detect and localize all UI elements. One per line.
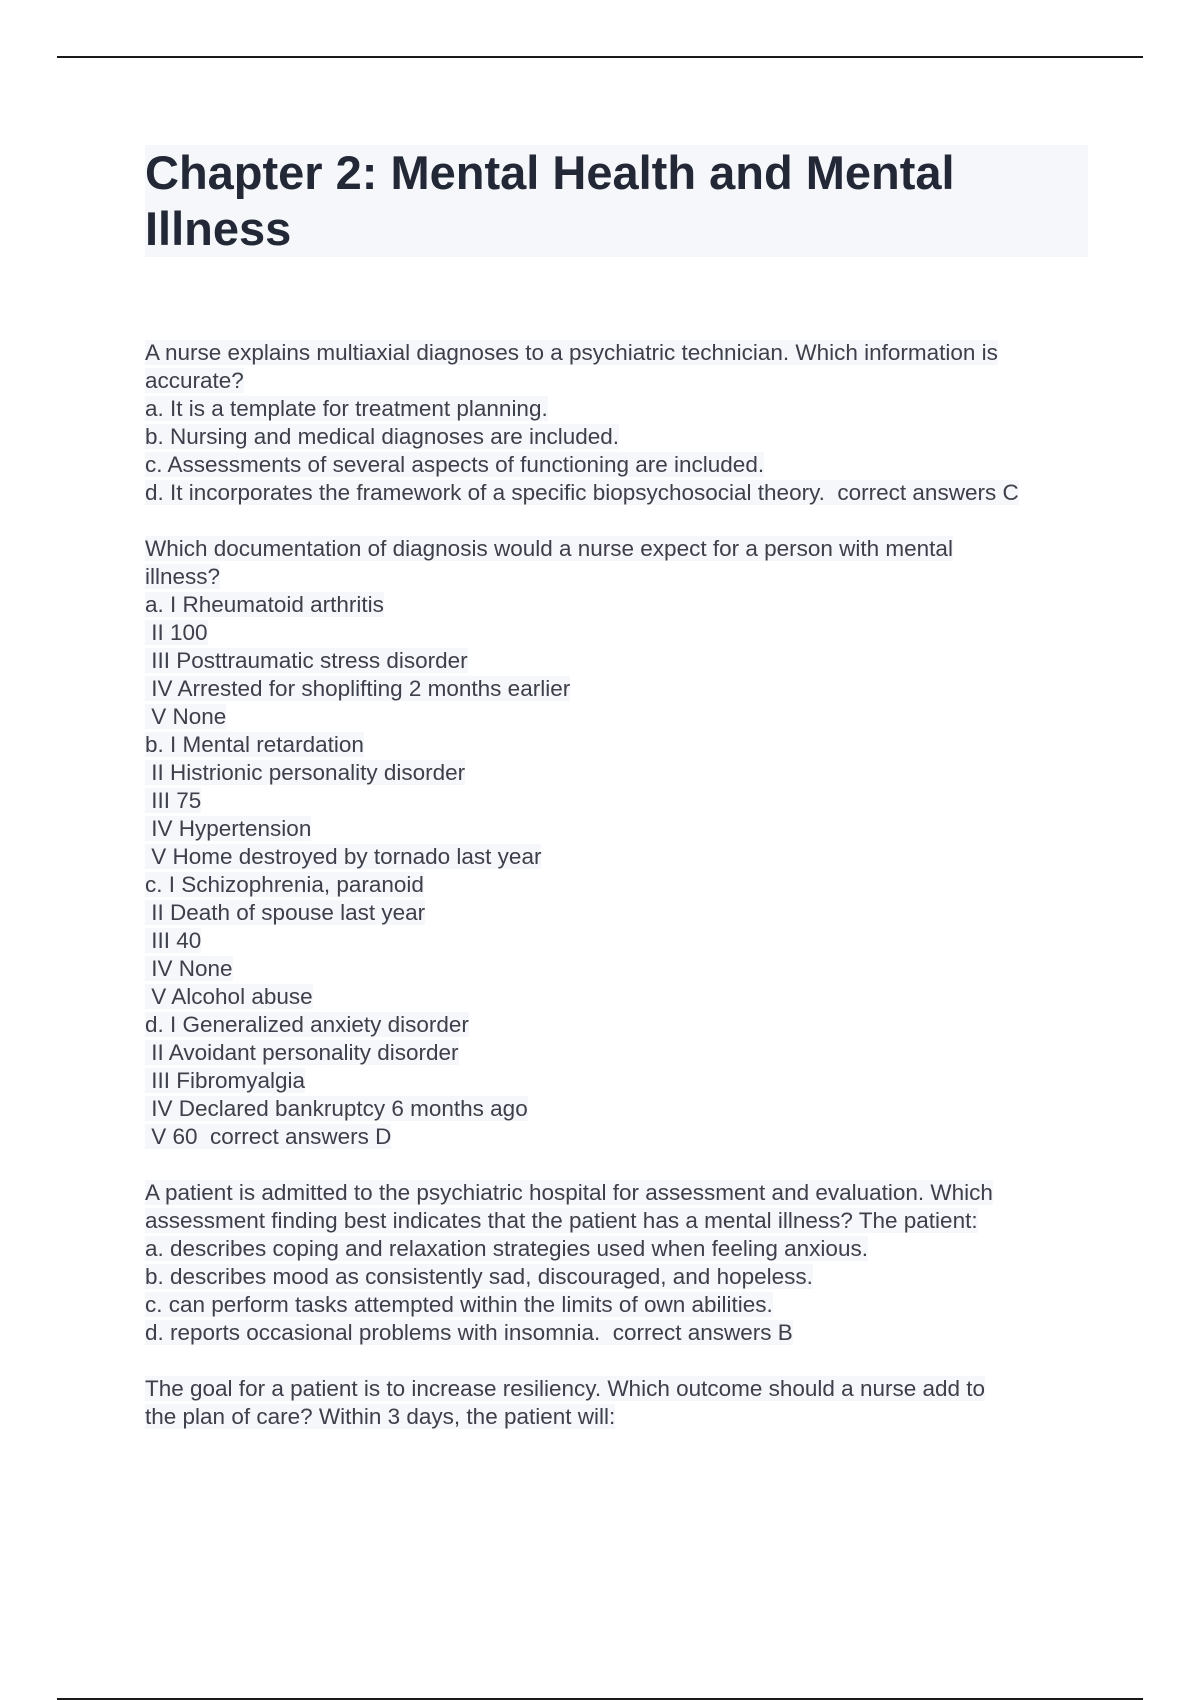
text-line: c. Assessments of several aspects of functioning are included. [145, 452, 765, 477]
text-line: b. I Mental retardation [145, 732, 364, 757]
text-line: a. It is a template for treatment planning. [145, 396, 548, 421]
answer-option [145, 1263, 1105, 1291]
answer-option [145, 619, 1105, 647]
text-line: accurate? [145, 368, 244, 393]
answer-option [145, 675, 1105, 703]
answer-option [145, 451, 1105, 479]
question-stem-line [145, 1207, 1105, 1235]
text-line: a. describes coping and relaxation strategies used when feeling anxious. [145, 1236, 868, 1261]
question-stem-line [145, 367, 1105, 395]
text-line: II 100 [145, 620, 208, 645]
answer-option [145, 871, 1105, 899]
text-line: assessment finding best indicates that the patient has a mental illness? The patient: [145, 1208, 978, 1233]
answer-option [145, 759, 1105, 787]
answer-option [145, 703, 1105, 731]
answer-option [145, 647, 1105, 675]
answer-option [145, 479, 1105, 507]
text-line: A patient is admitted to the psychiatric hospital for assessment and evaluation. Which [145, 1180, 993, 1205]
text-line: V 60 correct answers D [145, 1124, 392, 1149]
text-line: d. reports occasional problems with insomnia. correct answers B [145, 1320, 793, 1345]
answer-option [145, 1011, 1105, 1039]
top-rule [57, 56, 1143, 58]
text-line: V Alcohol abuse [145, 984, 313, 1009]
question-stem-line [145, 1403, 1105, 1431]
question-block [145, 339, 1105, 507]
answer-option [145, 843, 1105, 871]
answer-option [145, 1039, 1105, 1067]
text-line: III 40 [145, 928, 202, 953]
text-line: b. Nursing and medical diagnoses are included. [145, 424, 620, 449]
answer-option [145, 983, 1105, 1011]
text-line: IV Hypertension [145, 816, 312, 841]
text-line: II Histrionic personality disorder [145, 760, 466, 785]
answer-option [145, 787, 1105, 815]
answer-option [145, 927, 1105, 955]
answer-option [145, 955, 1105, 983]
answer-option [145, 731, 1105, 759]
text-line: b. describes mood as consistently sad, discouraged, and hopeless. [145, 1264, 813, 1289]
text-line: IV Arrested for shoplifting 2 months earlier [145, 676, 571, 701]
text-line: III Posttraumatic stress disorder [145, 648, 468, 673]
question-stem-line [145, 535, 1105, 563]
text-line: IV Declared bankruptcy 6 months ago [145, 1096, 528, 1121]
text-line: d. It incorporates the framework of a specific biopsychosocial theory. correct answers C [145, 480, 1019, 505]
answer-option [145, 1123, 1105, 1151]
text-line: IV None [145, 956, 233, 981]
question-stem-line [145, 339, 1105, 367]
answer-option [145, 1235, 1105, 1263]
answer-option [145, 899, 1105, 927]
answer-option [145, 815, 1105, 843]
text-line: The goal for a patient is to increase resiliency. Which outcome should a nurse add to [145, 1376, 986, 1401]
page-title: Chapter 2: Mental Health and Mental Illness [145, 146, 955, 255]
text-line: Which documentation of diagnosis would a nurse expect for a person with mental [145, 536, 953, 561]
text-line: c. I Schizophrenia, paranoid [145, 872, 424, 897]
answer-option [145, 395, 1105, 423]
text-line: d. I Generalized anxiety disorder [145, 1012, 469, 1037]
answer-option [145, 1319, 1105, 1347]
text-line: illness? [145, 564, 221, 589]
question-block [145, 1179, 1105, 1347]
text-line: the plan of care? Within 3 days, the patient will: [145, 1404, 616, 1429]
answer-option [145, 1095, 1105, 1123]
question-stem-line [145, 563, 1105, 591]
answer-option [145, 1291, 1105, 1319]
question-stem-line [145, 1179, 1105, 1207]
question-block [145, 535, 1105, 1151]
text-line: c. can perform tasks attempted within the limits of own abilities. [145, 1292, 773, 1317]
question-block [145, 1375, 1105, 1431]
answer-option [145, 591, 1105, 619]
text-line: III Fibromyalgia [145, 1068, 306, 1093]
answer-option [145, 1067, 1105, 1095]
title-block [145, 145, 1088, 257]
text-line: II Avoidant personality disorder [145, 1040, 459, 1065]
text-line: V None [145, 704, 227, 729]
text-line: III 75 [145, 788, 202, 813]
answer-option [145, 423, 1105, 451]
text-line: II Death of spouse last year [145, 900, 426, 925]
document-body [145, 339, 1105, 1459]
text-line: V Home destroyed by tornado last year [145, 844, 542, 869]
text-line: A nurse explains multiaxial diagnoses to a psychiatric technician. Which information is [145, 340, 998, 365]
text-line: a. I Rheumatoid arthritis [145, 592, 384, 617]
question-stem-line [145, 1375, 1105, 1403]
